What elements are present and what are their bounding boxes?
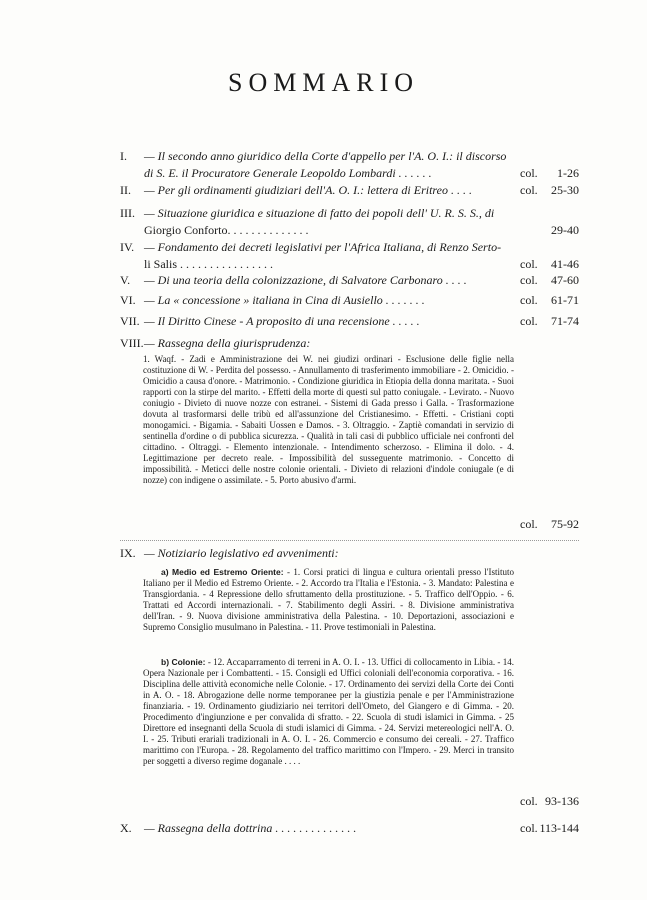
entry-title: — Il Diritto Cinese - A proposito di una recensione . . . . . (144, 314, 420, 328)
page-title: SOMMARIO (227, 68, 420, 97)
entry-title-cont: li Salis . . . . . . . . . . . . . . . . (144, 257, 274, 271)
entry-title: — Fondamento dei decreti legislativi per l'Africa Italiana, di Renzo Serto- (144, 240, 502, 254)
section-a-label: a) Medio ed Estremo Oriente: (161, 567, 284, 577)
col-label: col. (520, 166, 538, 180)
toc-entry-iv[interactable] (120, 239, 579, 273)
entry-columns: 47-60 (551, 273, 579, 287)
entry-number: VII. (120, 314, 140, 328)
entry-title: — Il secondo anno giuridico della Corte d'appello per l'A. O. I.: il discorso (144, 149, 507, 163)
entry-number: IX. (120, 546, 136, 560)
col-label: col. (520, 821, 538, 835)
entry-number: I. (120, 149, 127, 163)
entry-columns: 93-136 (545, 794, 579, 808)
entry-columns: 113-144 (539, 821, 579, 835)
col-label: col. (520, 293, 538, 307)
entry-columns: 41-46 (551, 257, 579, 271)
entry-title: — Situazione giuridica e situazione di fatto dei popoli dell' U. R. S. S., di (144, 206, 495, 220)
section-b-label: b) Colonie: (161, 657, 206, 667)
entry-number: VI. (120, 293, 136, 307)
entry-title: — Di una teoria della colonizzazione, di Salvatore Carbonaro . . . . (144, 273, 467, 287)
col-label: col. (520, 794, 538, 808)
entry-title: — Per gli ordinamenti giudiziari dell'A. O. I.: lettera di Eritreo . . . . (144, 183, 472, 197)
viii-summary: 1. Waqf. - Zadi e Amministrazione dei W. nei giudizi ordinari - Esclusione delle figlie nella costituzione di W. - Perdita del possesso. - Annullamento di trasferimento immobiliare - 2. Omicidio. - Omicidio a causa d'onore. - Matrimonio. - Condizione giuridica in Etiopia della donna maritata. - Suoi rapporti con la stirpe del marito. - Effetti della morte di questi sul patto coniugale. - Levirato. - Nuovo coniugio - Divieto di nuove nozze con estranei. - Sistemi di Gada presso i Galla. - Trasformazione dovuta al trasformarsi delle tribù ed all'assunzione del Cristianesimo. - Effetti. - Cristiani copti monogamici. - Bigamia. - Sabaiti Uossen e Damos. - 3. Oltraggio. - Zaptiè comandati in servizio di sentinella d'ordine o di pubblica sicurezza. - Qualità in tali casi di pubblico ufficiale nei confronti del cittadino. - Oltraggi. - Elemento intenzionale. - Intendimento scherzoso. - Elimina il dolo. - 4. Legittimazione per decreto reale. - Impossibilità del susseguente matrimonio. - Concetto di impossibilità. - Meticci delle nostre colonie orientali. - Divieto di relazioni d'indole coniugale (e di nozze) con indigene o assimilate. - 5. Porto abusivo d'armi. (143, 354, 514, 485)
col-label: col. (520, 273, 538, 287)
entry-number: X. (120, 821, 132, 835)
entry-columns: 61-71 (551, 293, 579, 307)
col-label: col. (520, 314, 538, 328)
entry-title-cont: Giorgio Conforto. . . . . . . . . . . . . . (144, 223, 309, 237)
section-a-text: - 1. Corsi pratici di lingua e cultura orientali presso l'Istituto Italiano per il Medio ed Estremo Oriente. - 2. Accordo tra l'Italia e l'Estonia. - 3. Mandato: Palestina e Transgiordania. - 4 Repressione dello sfruttamento della prostituzione. - 5. Traffico dell'Oppio. - 6. Trattati ed Accordi internazionali. - 7. Stabilimento degli Assiri. - 8. Divisione amministrativa dell'Iran. - 9. Nuova divisione amministrativa della Palestina. - 10. Deportazioni, associazioni e Supremo Consiglio musulmano in Palestina. - 11. Prove testimoniali in Palestina. (143, 567, 514, 632)
col-label: col. (520, 517, 538, 531)
entry-number: IV. (120, 240, 135, 254)
entry-title: — Notiziario legislativo ed avvenimenti: (144, 546, 339, 560)
entry-number: VIII. (120, 336, 144, 350)
ix-section-a (143, 567, 514, 655)
entry-number: V. (120, 273, 131, 287)
entry-columns: 1-26 (557, 166, 579, 180)
entry-title: — Rassegna della giurisprudenza: (144, 336, 311, 350)
entry-title: — Rassegna della dottrina . . . . . . . . . . . . . . (144, 821, 357, 835)
divider (120, 540, 579, 541)
entry-columns: 71-74 (551, 314, 579, 328)
entry-number: II. (120, 183, 131, 197)
toc-entry-i[interactable] (120, 148, 579, 182)
col-label: col. (520, 183, 538, 197)
ix-section-b (143, 657, 514, 809)
entry-title-cont: di S. E. il Procuratore Generale Leopoldo Lombardi . . . . . . (144, 166, 432, 180)
col-label: col. (520, 257, 538, 271)
entry-columns: 75-92 (551, 517, 579, 531)
entry-number: III. (120, 206, 135, 220)
entry-title: — La « concessione » italiana in Cina di Ausiello . . . . . . . (144, 293, 425, 307)
toc-entry-iii[interactable] (120, 205, 579, 239)
entry-columns: 25-30 (551, 183, 579, 197)
section-b-text: - 12. Accaparramento di terreni in A. O. I. - 13. Uffici di collocamento in Libia. - 14. Opera Nazionale per i Combattenti. - 15. Consigli ed Uffici coloniali dell'economia corporativa. - 16. Disciplina delle attività economiche nelle Colonie. - 17. Ordinamento dei servizi della Corte dei Conti in A. O. - 18. Abrogazione delle norme temporanee per la giustizia penale e per l'Amministrazione finanziaria. - 19. Ordinamento giudiziario nei territori dell'Ometo, del Giangero e di Gimma. - 20. Procedimento d'ingiunzione e per convalida di sfratto. - 22. Scuola di studi islamici in Gimma. - 25 Direttore ed insegnanti della Scuola di studi islamici di Gimma. - 24. Servizi metereologici nell'A. O. I. - 25. Tributi erariali tradizionali in A. O. I. - 26. Commercio e consumo dei cereali. - 27. Traffico marittimo con l'Europa. - 28. Regolamento del traffico marittimo con l'Impero. - 29. Merci in transito per soggetti a diverso regime doganale . . . . (143, 657, 514, 766)
entry-columns: 29-40 (551, 223, 579, 237)
